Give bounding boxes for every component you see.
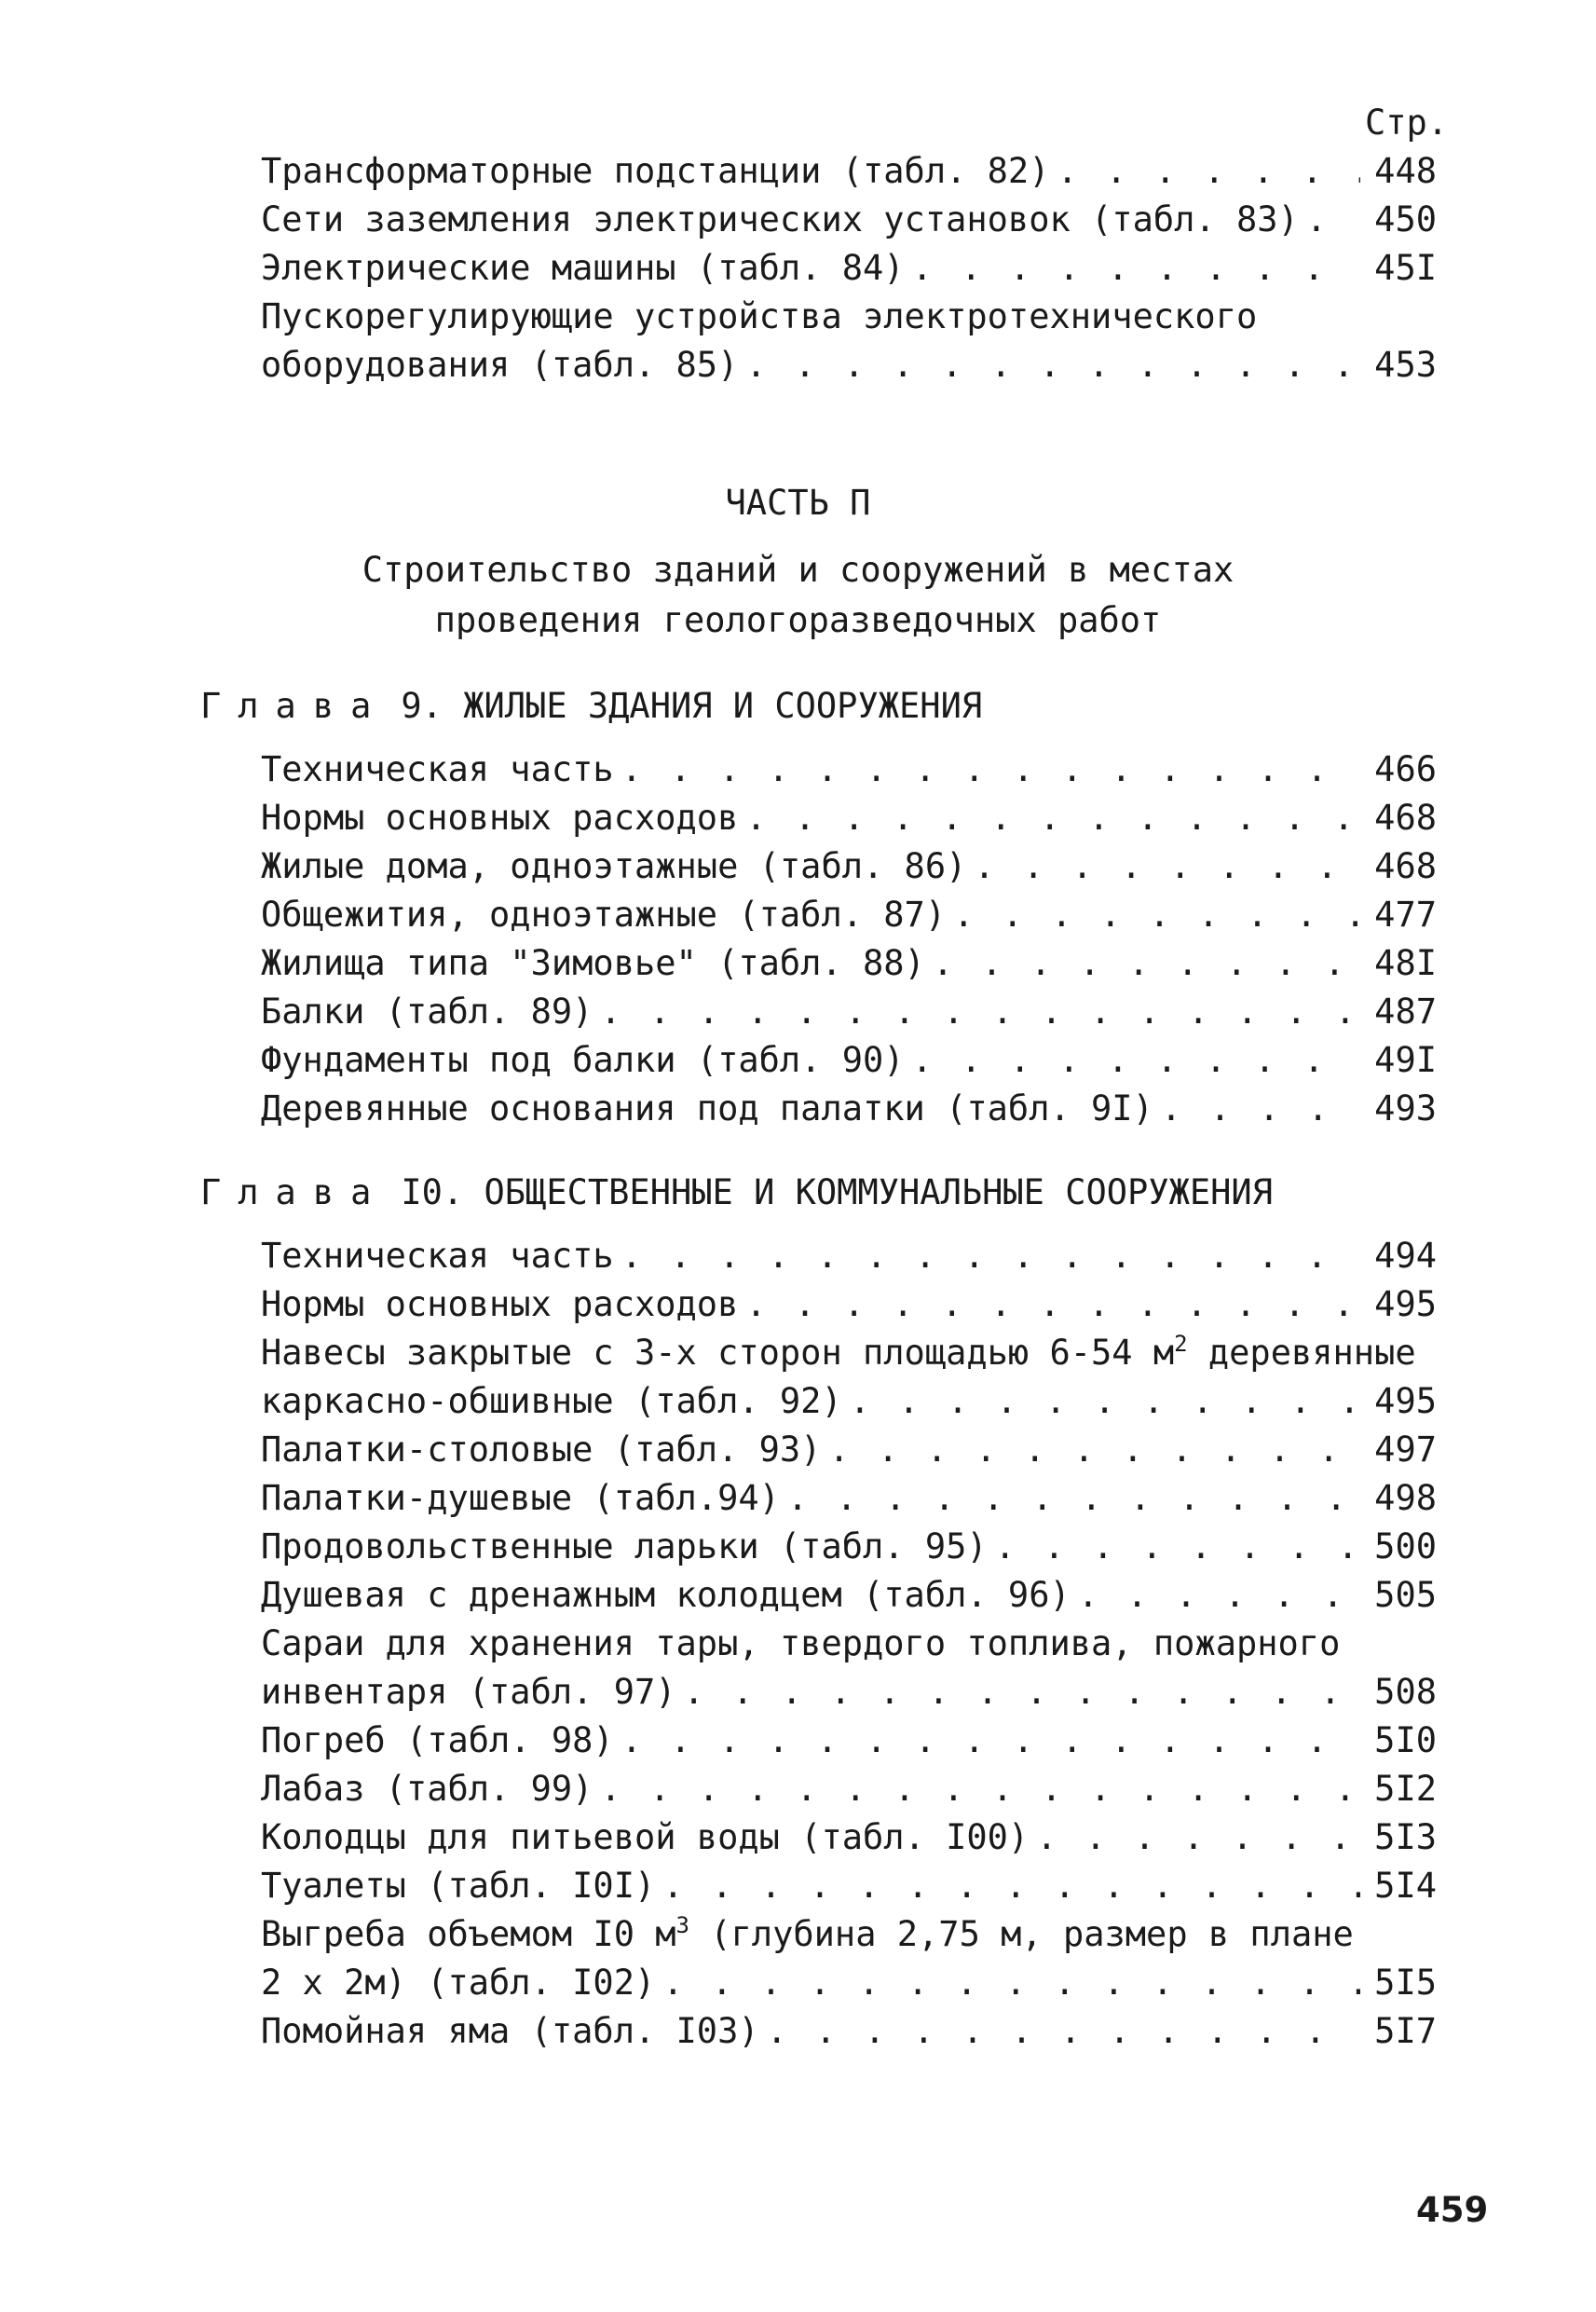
page-column-header: Стр. bbox=[1365, 103, 1449, 143]
entry-title: Сети заземления электрических установок (табл. 83) bbox=[261, 199, 1299, 239]
dot-leader bbox=[828, 1426, 1360, 1474]
entry-title: 2 x 2м) (табл. I02) bbox=[261, 1963, 656, 2003]
entry-page: 49I bbox=[1374, 1040, 1437, 1080]
chapter-title: I0. ОБЩЕСТВЕННЫЕ И КОММУНАЛЬНЫЕ СООРУЖЕНИЯ bbox=[401, 1172, 1273, 1212]
dot-leader bbox=[787, 1474, 1360, 1523]
entry-title-line1: Сараи для хранения тары, твердого топлива, пожарного bbox=[261, 1623, 1341, 1663]
entry-title: Фундаменты под балки (табл. 90) bbox=[261, 1040, 905, 1080]
toc-entry[interactable] bbox=[261, 1765, 1437, 1813]
dot-leader bbox=[974, 842, 1360, 891]
chapter-label: Глава bbox=[200, 686, 389, 726]
dot-leader bbox=[662, 1862, 1360, 1910]
toc-entry[interactable] bbox=[261, 939, 1437, 988]
toc-chapter10 bbox=[261, 1232, 1437, 2056]
chapter-heading bbox=[200, 686, 982, 726]
part-subtitle-line1: Строительство зданий и сооружений в местах bbox=[361, 550, 1235, 590]
entry-page: 468 bbox=[1374, 798, 1437, 838]
entry-page: 466 bbox=[1374, 749, 1437, 789]
dot-leader bbox=[745, 794, 1360, 842]
dot-leader bbox=[1078, 1571, 1360, 1620]
toc-entry[interactable] bbox=[261, 1085, 1437, 1133]
entry-title-part: (глубина 2,75 м, размер в плане bbox=[689, 1914, 1354, 1954]
entry-title: Деревянные основания под палатки (табл. 9I) bbox=[261, 1088, 1153, 1129]
entry-page: 505 bbox=[1374, 1575, 1437, 1615]
chapter-heading bbox=[200, 1172, 1273, 1212]
entry-title: Колодцы для питьевой воды (табл. I00) bbox=[261, 1817, 1030, 1857]
chapter-title: 9. ЖИЛЫЕ ЗДАНИЯ И СООРУЖЕНИЯ bbox=[401, 686, 983, 726]
toc-entry[interactable] bbox=[261, 988, 1437, 1036]
toc-entry[interactable] bbox=[261, 842, 1437, 891]
entry-page: 453 bbox=[1374, 345, 1437, 385]
entry-title: Палатки-столовые (табл. 93) bbox=[261, 1430, 822, 1470]
toc-entry[interactable] bbox=[261, 1668, 1437, 1717]
dot-leader bbox=[995, 1523, 1360, 1571]
toc-entry[interactable] bbox=[261, 196, 1437, 244]
toc-entry[interactable] bbox=[261, 1571, 1437, 1620]
toc-entry[interactable] bbox=[261, 2007, 1437, 2056]
entry-title: Техническая часть bbox=[261, 749, 614, 789]
toc-entry[interactable] bbox=[261, 1813, 1437, 1862]
dot-leader bbox=[600, 1765, 1360, 1813]
toc-entry[interactable] bbox=[261, 1280, 1437, 1329]
toc-entry[interactable] bbox=[261, 794, 1437, 842]
toc-entry[interactable] bbox=[261, 1717, 1437, 1765]
toc-section-top bbox=[261, 147, 1437, 390]
entry-page: 450 bbox=[1374, 199, 1437, 239]
entry-page: 487 bbox=[1374, 992, 1437, 1032]
dot-leader bbox=[767, 2007, 1360, 2056]
toc-entry[interactable] bbox=[261, 1862, 1437, 1910]
dot-leader bbox=[850, 1377, 1360, 1426]
entry-page: 5I5 bbox=[1374, 1963, 1437, 2003]
dot-leader bbox=[912, 244, 1360, 293]
entry-title: Жилые дома, одноэтажные (табл. 86) bbox=[261, 846, 967, 886]
part-title: ЧАСТЬ П bbox=[725, 483, 871, 523]
dot-leader bbox=[600, 988, 1360, 1036]
entry-page: 477 bbox=[1374, 895, 1437, 935]
entry-title-line1 bbox=[261, 1910, 1437, 1959]
entry-page: 5I3 bbox=[1374, 1817, 1437, 1857]
entry-title: Техническая часть bbox=[261, 1236, 614, 1276]
entry-title-part: деревянные bbox=[1187, 1333, 1416, 1373]
superscript: 2 bbox=[1174, 1331, 1188, 1357]
part-subtitle-line2: проведения геологоразведочных работ bbox=[434, 600, 1162, 640]
toc-entry[interactable] bbox=[261, 341, 1437, 390]
toc-entry[interactable] bbox=[261, 1232, 1437, 1280]
entry-page: 497 bbox=[1374, 1430, 1437, 1470]
entry-title-part: Навесы закрытые с 3-х сторон площадью 6-54 м bbox=[261, 1333, 1175, 1373]
entry-title: Нормы основных расходов bbox=[261, 1284, 739, 1324]
toc-entry[interactable] bbox=[261, 1426, 1437, 1474]
entry-title: оборудования (табл. 85) bbox=[261, 345, 739, 385]
entry-page: 48I bbox=[1374, 943, 1437, 983]
entry-page: 508 bbox=[1374, 1672, 1437, 1712]
dot-leader bbox=[745, 341, 1360, 390]
toc-entry[interactable] bbox=[261, 244, 1437, 293]
entry-title: Душевая с дренажным колодцем (табл. 96) bbox=[261, 1575, 1071, 1615]
entry-title: Палатки-душевые (табл.94) bbox=[261, 1478, 780, 1518]
entry-page: 5I2 bbox=[1374, 1769, 1437, 1809]
entry-title: Трансформаторные подстанции (табл. 82) bbox=[261, 151, 1050, 191]
entry-page: 494 bbox=[1374, 1236, 1437, 1276]
entry-title: Балки (табл. 89) bbox=[261, 992, 593, 1032]
toc-entry[interactable] bbox=[261, 746, 1437, 794]
entry-page: 5I0 bbox=[1374, 1720, 1437, 1760]
toc-entry[interactable] bbox=[261, 1377, 1437, 1426]
entry-title-line1: Пускорегулирующие устройства электротехнического bbox=[261, 296, 1258, 336]
dot-leader bbox=[684, 1668, 1360, 1717]
dot-leader bbox=[1306, 196, 1360, 244]
entry-page: 5I7 bbox=[1374, 2011, 1437, 2051]
chapter-label: Глава bbox=[200, 1172, 389, 1212]
toc-entry[interactable] bbox=[261, 1474, 1437, 1523]
entry-title: каркасно-обшивные (табл. 92) bbox=[261, 1381, 842, 1421]
entry-title-line1 bbox=[261, 1329, 1437, 1377]
entry-title: Общежития, одноэтажные (табл. 87) bbox=[261, 895, 947, 935]
entry-page: 495 bbox=[1374, 1381, 1437, 1421]
entry-title: Погреб (табл. 98) bbox=[261, 1720, 614, 1760]
dot-leader bbox=[621, 1232, 1360, 1280]
dot-leader bbox=[912, 1036, 1360, 1085]
entry-title: Нормы основных расходов bbox=[261, 798, 739, 838]
entry-page: 448 bbox=[1374, 151, 1437, 191]
entry-title: Туалеты (табл. I0I) bbox=[261, 1866, 656, 1906]
page-number: 459 bbox=[1416, 2190, 1489, 2230]
dot-leader bbox=[1057, 147, 1360, 196]
dot-leader bbox=[1036, 1813, 1360, 1862]
entry-title-part: Выгреба объемом I0 м bbox=[261, 1914, 676, 1954]
entry-title: Помойная яма (табл. I03) bbox=[261, 2011, 759, 2051]
toc-chapter9 bbox=[261, 746, 1437, 1133]
dot-leader bbox=[621, 1717, 1360, 1765]
entry-title: Электрические машины (табл. 84) bbox=[261, 248, 905, 288]
dot-leader bbox=[662, 1959, 1360, 2007]
entry-title: Лабаз (табл. 99) bbox=[261, 1769, 593, 1809]
toc-entry[interactable] bbox=[261, 891, 1437, 939]
entry-page: 468 bbox=[1374, 846, 1437, 886]
entry-title: инвентаря (табл. 97) bbox=[261, 1672, 676, 1712]
entry-page: 498 bbox=[1374, 1478, 1437, 1518]
toc-entry[interactable] bbox=[261, 1959, 1437, 2007]
dot-leader bbox=[953, 891, 1360, 939]
entry-page: 493 bbox=[1374, 1088, 1437, 1129]
toc-entry[interactable] bbox=[261, 1523, 1437, 1571]
entry-page: 45I bbox=[1374, 248, 1437, 288]
entry-page: 500 bbox=[1374, 1526, 1437, 1566]
entry-title: Продовольственные ларьки (табл. 95) bbox=[261, 1526, 988, 1566]
dot-leader bbox=[1161, 1085, 1360, 1133]
dot-leader bbox=[621, 746, 1360, 794]
entry-title: Жилища типа "Зимовье" (табл. 88) bbox=[261, 943, 925, 983]
toc-entry[interactable] bbox=[261, 147, 1437, 196]
entry-page: 495 bbox=[1374, 1284, 1437, 1324]
entry-page: 5I4 bbox=[1374, 1866, 1437, 1906]
dot-leader bbox=[745, 1280, 1360, 1329]
superscript: 3 bbox=[675, 1912, 689, 1938]
toc-entry[interactable] bbox=[261, 1036, 1437, 1085]
dot-leader bbox=[933, 939, 1360, 988]
